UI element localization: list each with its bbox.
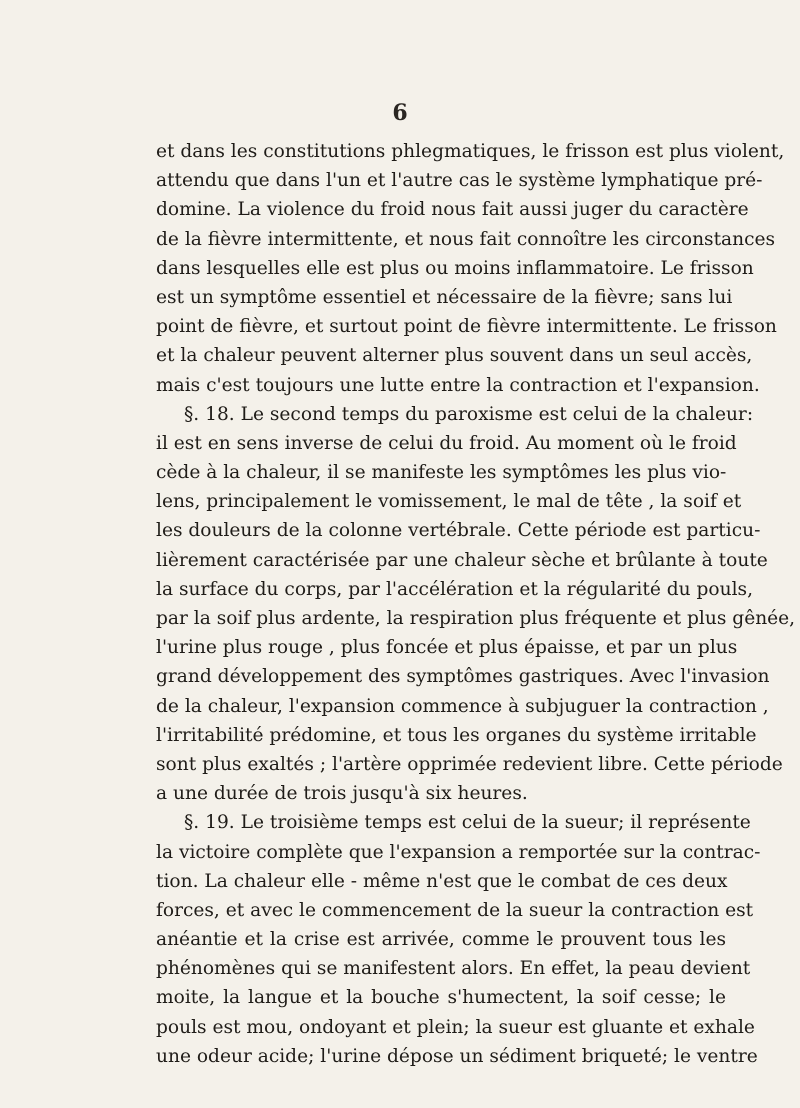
text-line: la surface du corps, par l'accélération et la régularité du pouls,: [156, 578, 753, 600]
paragraph-start-line: §. 18. Le second temps du paroxisme est celui de la chaleur:: [184, 403, 754, 425]
text-line: lens, principalement le vomissement, le mal de tête , la soif et: [156, 491, 742, 513]
text-line: mais c'est toujours une lutte entre la contraction et l'expansion.: [156, 374, 760, 396]
text-line: lièrement caractérisée par une chaleur sèche et brûlante à toute: [156, 549, 768, 571]
text-line: moite, la langue et la bouche s'humectent, la soif cesse; le: [156, 987, 726, 1009]
text-line: anéantie et la crise est arrivée, comme le prouvent tous les: [156, 929, 726, 951]
text-line: il est en sens inverse de celui du froid. Au moment où le froid: [156, 432, 737, 454]
text-line: l'urine plus rouge , plus foncée et plus épaisse, et par un plus: [156, 637, 738, 659]
body-text: [156, 137, 796, 1071]
text-line: pouls est mou, ondoyant et plein; la sueur est gluante et exhale: [156, 1016, 755, 1038]
text-line: forces, et avec le commencement de la sueur la contraction est: [156, 899, 754, 921]
text-line: par la soif plus ardente, la respiration plus fréquente et plus gênée,: [156, 608, 796, 629]
text-line: dans lesquelles elle est plus ou moins inflammatoire. Le frisson: [156, 257, 754, 279]
text-line: tion. La chaleur elle - même n'est que le combat de ces deux: [156, 870, 728, 892]
text-line: est un symptôme essentiel et nécessaire de la fièvre; sans lui: [156, 286, 733, 308]
text-line: phénomènes qui se manifestent alors. En effet, la peau devient: [156, 958, 751, 980]
text-line: domine. La violence du froid nous fait aussi juger du caractère: [156, 199, 749, 221]
text-line: et dans les constitutions phlegmatiques, le frisson est plus violent,: [156, 141, 785, 162]
text-line: de la fièvre intermittente, et nous fait connoître les circonstances: [156, 228, 776, 250]
text-line: point de fièvre, et surtout point de fièvre intermittente. Le frisson: [156, 316, 777, 338]
text-line: et la chaleur peuvent alterner plus souvent dans un seul accès,: [156, 345, 753, 367]
text-line: la victoire complète que l'expansion a remportée sur la contrac-: [156, 841, 761, 863]
text-line: sont plus exaltés ; l'artère opprimée redevient libre. Cette période: [156, 753, 783, 775]
text-line: a une durée de trois jusqu'à six heures.: [156, 783, 528, 805]
text-line: attendu que dans l'un et l'autre cas le système lymphatique pré-: [156, 170, 763, 192]
text-line: les douleurs de la colonne vertébrale. Cette période est particu-: [156, 520, 761, 542]
text-line: l'irritabilité prédomine, et tous les organes du système irritable: [156, 724, 757, 746]
text-line: de la chaleur, l'expansion commence à subjuguer la contraction ,: [156, 695, 769, 717]
page-number: 6: [392, 100, 408, 126]
text-line: une odeur acide; l'urine dépose un sédiment briqueté; le ventre: [156, 1045, 758, 1067]
paragraph-start-line: §. 19. Le troisième temps est celui de la sueur; il représente: [184, 812, 751, 834]
text-line: cède à la chaleur, il se manifeste les symptômes les plus vio-: [156, 462, 727, 484]
text-line: grand développement des symptômes gastriques. Avec l'invasion: [156, 666, 770, 688]
